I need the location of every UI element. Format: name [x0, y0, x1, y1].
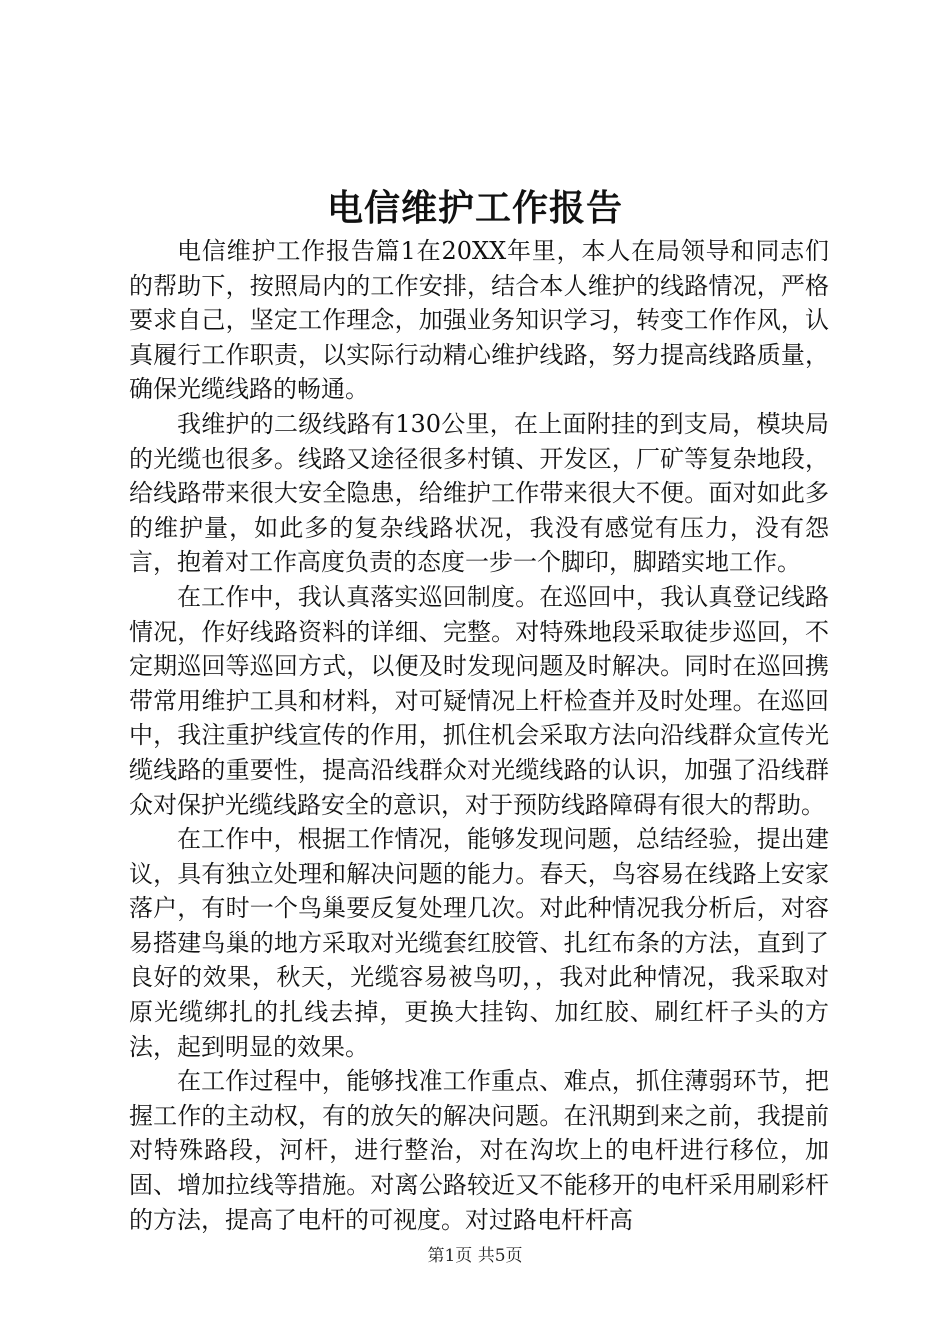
paragraph: 电信维护工作报告篇1在20XX年里，本人在局领导和同志们的帮助下，按照局内的工作安排，结合本人维护的线路情况，严格要求自己，坚定工作理念，加强业务知识学习，转变工作作风，认真履行工作职责，以实际行动精心维护线路，努力提高线路质量，确保光缆线路的畅通。 [129, 237, 829, 404]
document-title: 电信维护工作报告 [326, 187, 623, 229]
paragraph: 在工作中，根据工作情况，能够发现问题，总结经验，提出建议，具有独立处理和解决问题的能力。春天，鸟容易在线路上安家落户，有时一个鸟巢要反复处理几次。对此种情况我分析后，对容易搭建鸟巢的地方采取对光缆套红胶管、扎红布条的方法，直到了良好的效果，秋天，光缆容易被鸟叨，，我对此种情况，我采取对原光缆绑扎的扎线去掉，更换大挂钩、加红胶、刷红杆子头的方法，起到明显的效果。 [129, 825, 829, 1061]
page-number-footer: 第1页 共5页 [427, 1246, 523, 1266]
paragraph: 在工作中，我认真落实巡回制度。在巡回中，我认真登记线路情况，作好线路资料的详细、完整。对特殊地段采取徒步巡回，不定期巡回等巡回方式，以便及时发现问题及时解决。同时在巡回携带常用维护工具和材料，对可疑情况上杆检查并及时处理。在巡回中，我注重护线宣传的作用，抓住机会采取方法向沿线群众宣传光缆线路的重要性，提高沿线群众对光缆线路的认识，加强了沿线群众对保护光缆线路安全的意识，对于预防线路障碍有很大的帮助。 [129, 582, 829, 819]
paragraph: 我维护的二级线路有130公里，在上面附挂的到支局，模块局的光缆也很多。线路又途径很多村镇、开发区，厂矿等复杂地段，给线路带来很大安全隐患，给维护工作带来很大不便。面对如此多的维护量，如此多的复杂线路状况，我没有感觉有压力，没有怨言，抱着对工作高度负责的态度一步一个脚印，脚踏实地工作。 [129, 409, 829, 577]
paragraph: 在工作过程中，能够找准工作重点、难点，抓住薄弱环节，把握工作的主动权，有的放矢的解决问题。在汛期到来之前，我提前对特殊路段，河杆，进行整治，对在沟坎上的电杆进行移位，加固、增加拉线等措施。对离公路较近又不能移开的电杆采用刷彩杆的方法，提高了电杆的可视度。对过路电杆杆高 [129, 1067, 829, 1234]
document-body [129, 234, 829, 1237]
